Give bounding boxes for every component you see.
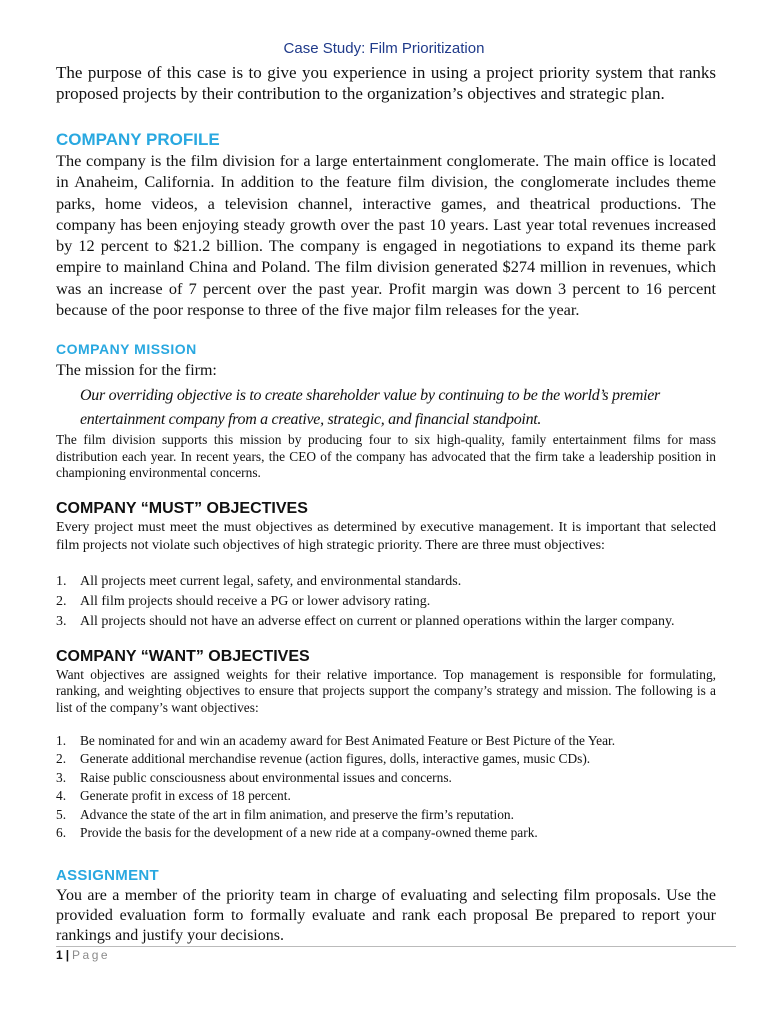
list-item xyxy=(56,807,716,823)
list-item-text: Generate additional merchandise revenue (action figures, dolls, interactive games, music CDs). xyxy=(80,751,591,767)
company-profile-paragraph: The company is the film division for a large entertainment conglomerate. The main office is located in Anaheim, California. In addition to the feature film division, the conglomerate includes theme parks, home videos, a television channel, interactive games, and theatrical productions. The company has been enjoying steady growth over the past 10 years. Last year total revenues increased by 12 percent to $21.2 billion. The company is engaged in negotiations to expand its theme park empire to mainland China and Poland. The film division generated $274 million in revenues, which was an increase of 7 percent over the past year. Profit margin was down 3 percent to 16 percent because of the poor response to three of the five major film releases for the year. xyxy=(56,151,716,320)
must-objectives-heading: COMPANY “MUST” OBJECTIVES xyxy=(56,500,308,517)
must-objectives-paragraph: Every project must meet the must objectives as determined by executive management. It is important that selected film projects not violate such objectives of high strategic priority. There are three must objectives: xyxy=(56,520,716,553)
list-item-number: 5. xyxy=(56,806,67,822)
company-profile-heading: COMPANY PROFILE xyxy=(56,130,220,149)
list-item xyxy=(56,573,716,591)
list-item xyxy=(56,613,716,631)
list-item-number: 2. xyxy=(56,751,67,767)
list-item-text: Be nominated for and win an academy award for Best Animated Feature or Best Picture of the Year. xyxy=(80,733,616,748)
company-mission-heading: COMPANY MISSION xyxy=(56,341,197,357)
list-item xyxy=(56,733,716,749)
list-item xyxy=(56,788,716,804)
list-item-text: Raise public consciousness about environmental issues and concerns. xyxy=(80,769,452,785)
mission-lead: The mission for the firm: xyxy=(56,362,217,379)
assignment-heading: ASSIGNMENT xyxy=(56,867,160,884)
list-item-number: 4. xyxy=(56,788,67,804)
list-item-number: 3. xyxy=(56,614,67,629)
want-objectives-heading: COMPANY “WANT” OBJECTIVES xyxy=(56,648,310,665)
mission-quote: Our overriding objective is to create shareholder value by continuing to be the world’s premier entertainment company from a creative, strategic, and financial standpoint. xyxy=(80,387,660,428)
list-item-text: All film projects should receive a PG or lower advisory rating. xyxy=(80,594,431,609)
mission-paragraph: The film division supports this mission by producing four to six high-quality, family entertainment films for mass distribution each year. In recent years, the CEO of the company has advocated that the firm take a leadership position in championing environmental concerns. xyxy=(56,432,716,480)
list-item-text: All projects should not have an adverse effect on current or planned operations within the larger company. xyxy=(80,614,675,629)
footer-divider xyxy=(56,946,736,947)
list-item-text: Advance the state of the art in film animation, and preserve the firm’s reputation. xyxy=(80,806,514,822)
list-item-number: 6. xyxy=(56,825,67,841)
list-item-number: 2. xyxy=(56,594,67,609)
want-objectives-paragraph: Want objectives are assigned weights for their relative importance. Top management is responsible for formulating, ranking, and weighting objectives to ensure that projects support the company’s strategy and mission. The following is a list of the company’s want objectives: xyxy=(56,667,716,715)
list-item-number: 1. xyxy=(56,574,67,589)
list-item xyxy=(56,593,716,611)
page-label: Page xyxy=(72,948,111,962)
page-number: 1 xyxy=(56,948,63,962)
list-item-text: All projects meet current legal, safety, and environmental standards. xyxy=(80,574,462,589)
assignment-paragraph: You are a member of the priority team in charge of evaluating and selecting film proposals. Use the provided evaluation form to formally evaluate and rank each proposal Be prepared to report your rankings and justify your decisions. xyxy=(56,887,716,944)
want-objectives-list xyxy=(56,733,716,843)
list-item xyxy=(56,751,716,767)
document-title: Case Study: Film Prioritization xyxy=(283,40,485,57)
page-footer xyxy=(56,948,110,962)
list-item xyxy=(56,825,716,841)
must-objectives-list xyxy=(56,573,716,633)
list-item-text: Generate profit in excess of 18 percent. xyxy=(80,788,291,804)
footer-separator: | xyxy=(65,948,70,962)
list-item xyxy=(56,770,716,786)
list-item-number: 1. xyxy=(56,733,67,748)
intro-paragraph: The purpose of this case is to give you experience in using a project priority system that ranks proposed projects by their contribution to the organization’s objectives and strategic plan. xyxy=(56,63,716,103)
list-item-text: Provide the basis for the development of a new ride at a company-owned theme park. xyxy=(80,825,538,841)
list-item-number: 3. xyxy=(56,769,67,785)
